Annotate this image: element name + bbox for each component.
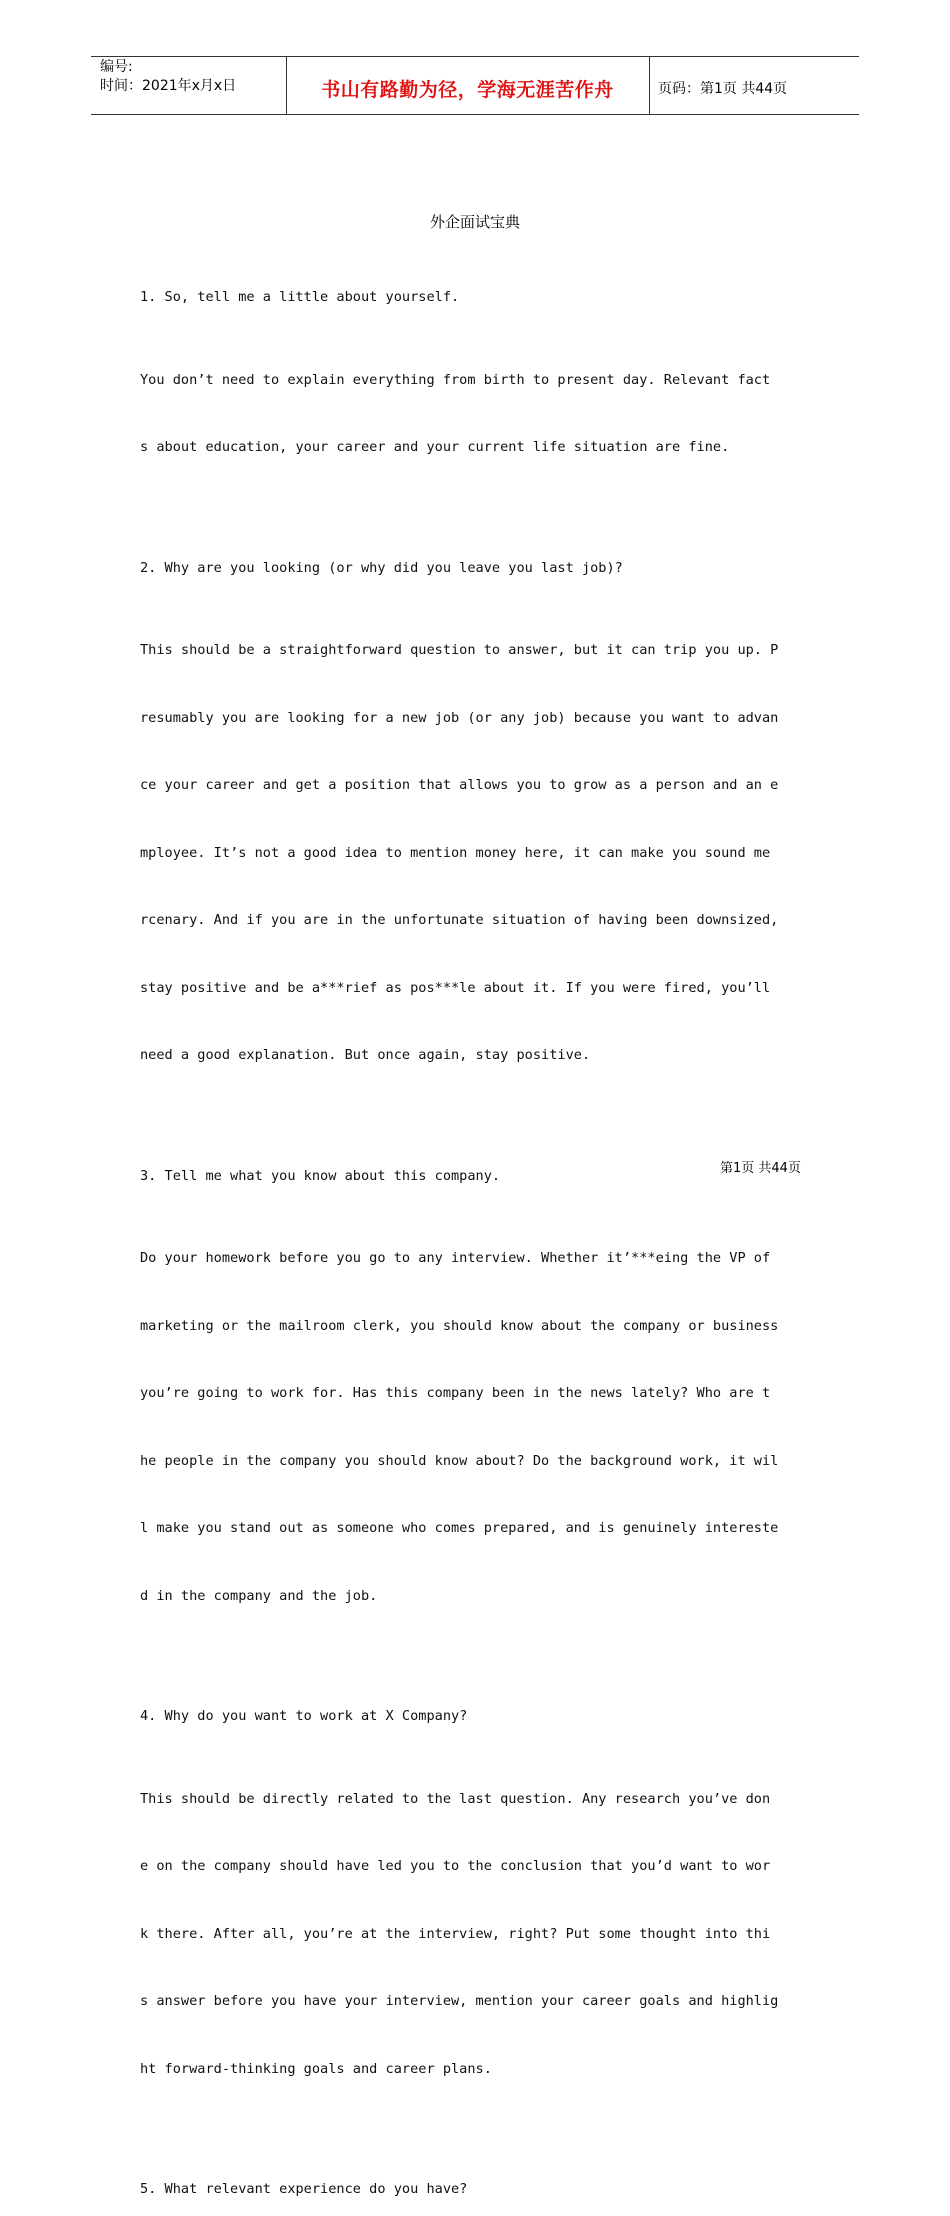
question: 1. So, tell me a little about yourself. <box>140 289 460 305</box>
question: 2. Why are you looking (or why did you leave you last job)? <box>140 559 623 576</box>
answer <box>140 1743 810 2126</box>
answer-line: d in the company and the job. <box>140 1587 378 1604</box>
qa-item <box>140 2178 810 2201</box>
qa-item <box>140 557 810 1112</box>
header-meta <box>100 58 236 96</box>
answer-line: s about education, your career and your current life situation are fine. <box>140 439 730 455</box>
header-bottom-rule <box>91 114 859 115</box>
answer-line: marketing or the mailroom clerk, you should know about the company or business <box>140 1317 779 1334</box>
header-divider-right <box>649 56 650 114</box>
document-body <box>140 286 810 2216</box>
header-motto: 书山有路勤为径，学海无涯苦作舟 <box>321 79 614 101</box>
footer-page-info: 第1页 共44页 <box>720 1161 801 1176</box>
answer-line: e on the company should have led you to the conclusion that you’d want to wor <box>140 1858 771 1874</box>
answer-line: stay positive and be a***rief as pos***le about it. If you were fired, you’ll <box>140 979 771 996</box>
answer-line: resumably you are looking for a new job (or any job) because you want to advan <box>140 709 779 726</box>
answer-line: rcenary. And if you are in the unfortunate situation of having been downsized, <box>140 912 779 928</box>
answer-line: ht forward-thinking goals and career plans. <box>140 2060 492 2077</box>
answer-line: need a good explanation. But once again, stay positive. <box>140 1047 591 1063</box>
answer <box>140 1202 810 1652</box>
answer-line: k there. After all, you’re at the interview, right? Put some thought into thi <box>140 1925 771 1942</box>
header-page-info: 页码：第1页 共44页 <box>658 81 788 97</box>
serial-label: 编号: <box>100 59 133 75</box>
answer-line: l make you stand out as someone who comes prepared, and is genuinely intereste <box>140 1520 779 1536</box>
answer <box>140 594 810 1112</box>
answer-line: Do your homework before you go to any interview. Whether it’***eing the VP of <box>140 1250 771 1266</box>
question: 5. What relevant experience do you have? <box>140 2181 468 2197</box>
answer-line: ce your career and get a position that allows you to grow as a person and an e <box>140 777 779 793</box>
answer <box>140 324 810 504</box>
question: 4. Why do you want to work at X Company? <box>140 1708 468 1724</box>
qa-item <box>140 286 810 504</box>
answer-line: s answer before you have your interview, mention your career goals and highlig <box>140 1993 779 2009</box>
answer-line: You don’t need to explain everything from birth to present day. Relevant fact <box>140 371 771 388</box>
answer-line: mployee. It’s not a good idea to mention money here, it can make you sound me <box>140 844 771 861</box>
time-label: 时间：2021年x月x日 <box>100 78 237 94</box>
qa-item <box>140 1165 810 1653</box>
header-top-rule <box>91 56 859 57</box>
question: 3. Tell me what you know about this company. <box>140 1167 501 1184</box>
answer-line: This should be directly related to the last question. Any research you’ve don <box>140 1790 771 1807</box>
answer-line: you’re going to work for. Has this company been in the news lately? Who are t <box>140 1385 771 1401</box>
document-title: 外企面试宝典 <box>429 213 520 231</box>
answer-line: he people in the company you should know about? Do the background work, it wil <box>140 1452 779 1469</box>
qa-item <box>140 1705 810 2125</box>
answer-line: This should be a straightforward question to answer, but it can trip you up. P <box>140 642 779 658</box>
